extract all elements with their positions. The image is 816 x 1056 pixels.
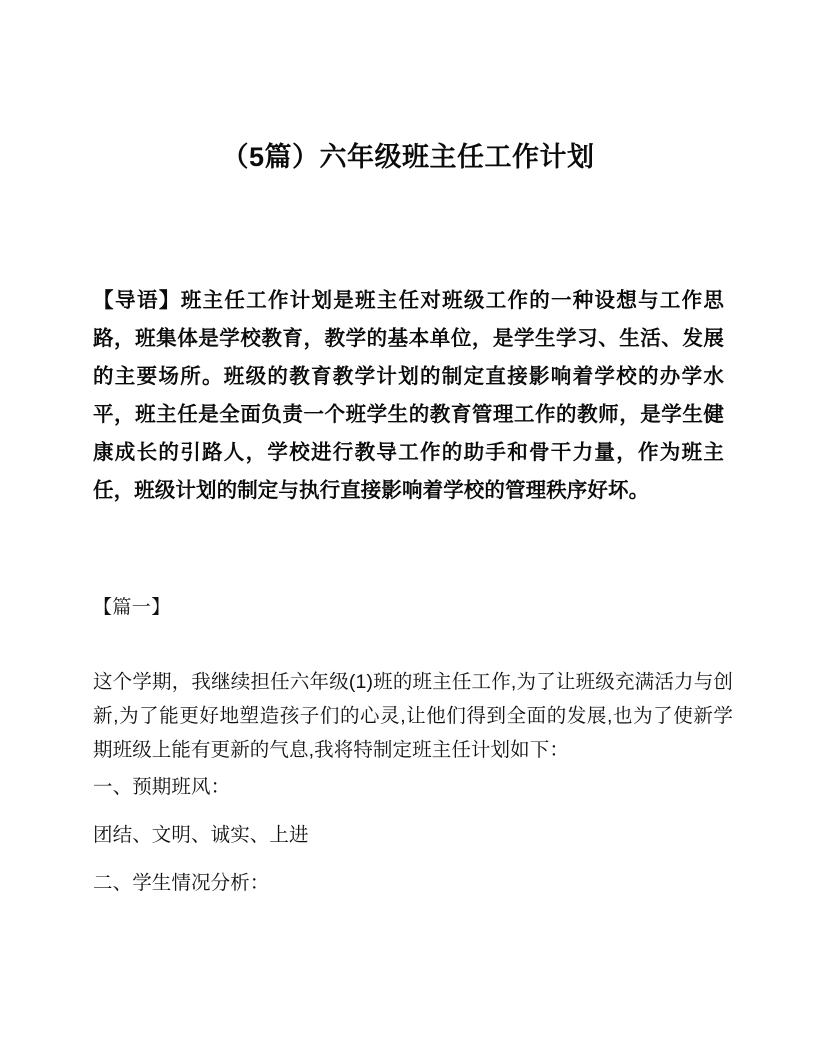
section-one-heading-expected-class-style: 一、预期班风： — [93, 775, 231, 798]
page-title: （5篇）六年级班主任工作计划 — [221, 142, 595, 173]
intro-paragraph-text: 班主任工作计划是班主任对班级工作的一种设想与工作思路，班集体是学校教育，教学的基本单位，是学生学习、生活、发展的主要场所。班级的教育教学计划的制定直接影响着学校的办学水平，班主任是全面负责一个班学生的教育管理工作的教师，是学生健康成长的引路人，学校进行教导工作的助手和骨干力量，作为班主任，班级计划的制定与执行直接影响着学校的管理秩序好坏。 — [93, 289, 725, 502]
lead-tag-label: 【导语】 — [93, 289, 181, 312]
section-one-class-style-values: 团结、文明、诚实、上进 — [93, 823, 309, 846]
section-one-heading-student-analysis: 二、学生情况分析： — [93, 871, 270, 894]
section-marker-part-one: 【篇一】 — [93, 597, 171, 618]
intro-paragraph — [93, 282, 724, 510]
section-one-opening-paragraph: 这个学期，我继续担任六年级(1)班的班主任工作,为了让班级充满活力与创新,为了能更好地塑造孩子们的心灵,让他们得到全面的发展,也为了使新学期班级上能有更新的气息,我将特制定班主任计划如下： — [93, 670, 733, 761]
